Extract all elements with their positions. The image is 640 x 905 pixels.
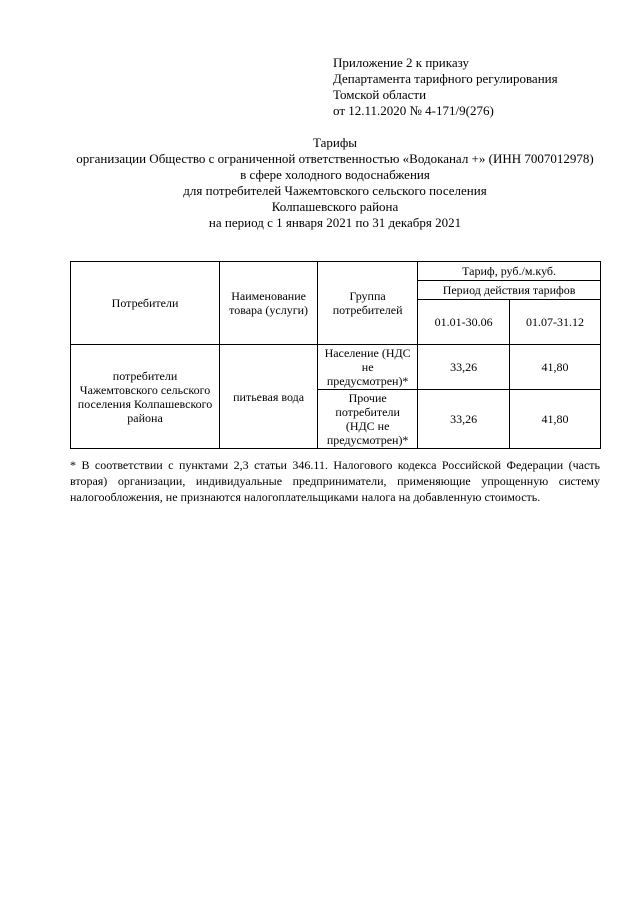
cell-goods: питьевая вода: [220, 345, 318, 449]
title-organization: организации Общество с ограниченной ответственностью «Водоканал +» (ИНН 7007012978): [76, 151, 594, 166]
header-period-2: 01.07-31.12: [510, 300, 601, 345]
header-consumers: Потребители: [71, 262, 220, 345]
header-tariff: Тариф, руб./м.куб.: [418, 262, 601, 281]
header-goods: Наименование товара (услуги): [220, 262, 318, 345]
cell-tariff-p1: 33,26: [418, 390, 510, 449]
cell-group: Прочие потребители (НДС не предусмотрен)*: [318, 390, 418, 449]
table-row: [71, 345, 601, 390]
cell-tariff-p1: 33,26: [418, 345, 510, 390]
title-line: для потребителей Чажемтовского сельского поселения: [183, 183, 487, 198]
appendix-line: Департамента тарифного регулирования: [333, 71, 558, 86]
title-line: Колпашевского района: [271, 199, 399, 214]
title-line: в сфере холодного водоснабжения: [240, 167, 430, 182]
tariff-table: [70, 261, 601, 449]
title-line: Тарифы: [312, 135, 357, 150]
title-period: на период с 1 января 2021 по 31 декабря 2021: [208, 215, 462, 230]
appendix-line: Томской области: [333, 87, 427, 102]
header-group: Группа потребителей: [318, 262, 418, 345]
appendix-line: от 12.11.2020 № 4-171/9(276): [333, 103, 494, 118]
appendix-line: Приложение 2 к приказу: [333, 55, 470, 70]
cell-tariff-p2: 41,80: [510, 345, 601, 390]
cell-consumers: потребители Чажемтовского сельского поселения Колпашевского района: [71, 345, 220, 449]
cell-tariff-p2: 41,80: [510, 390, 601, 449]
footnote: * В соответствии с пунктами 2,3 статьи 346.11. Налогового кодекса Российской Федерации (часть вторая) организации, индивидуальные предприниматели, применяющие упрощенную систему налогообложения, не признаются налогоплательщиками налога на добавленную стоимость.: [70, 458, 600, 504]
table-header-row: [71, 262, 601, 281]
document-title: [70, 135, 600, 231]
appendix-header: [333, 55, 558, 119]
header-period-1: 01.01-30.06: [418, 300, 510, 345]
header-period: Период действия тарифов: [418, 281, 601, 300]
cell-group: Население (НДС не предусмотрен)*: [318, 345, 418, 390]
